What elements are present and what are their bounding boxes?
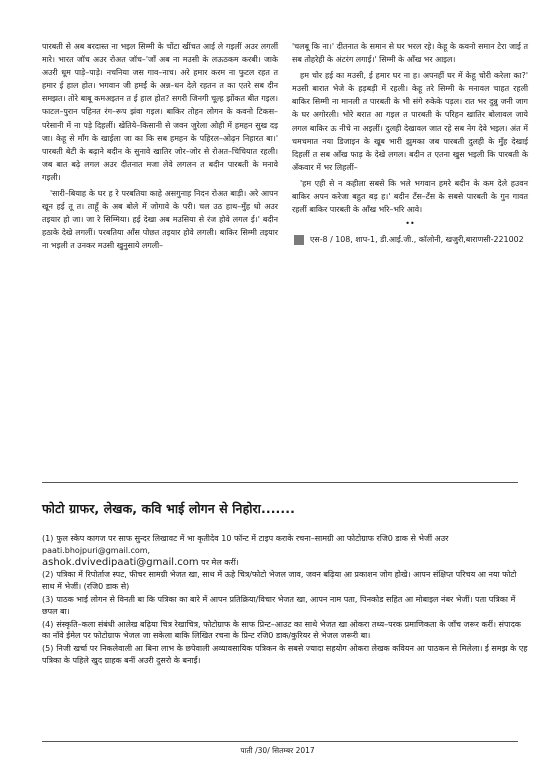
- paragraph: हम चोर हई का मउसी, ई हमार घर ना ह। अपनहीं घर में केहू चोरी करेला का?' मउसी बारात भेजे के हड़बड़ी में रहली। केहू तरे सिम्मी के मनावल चाहत रहली बाकिर सिम्मी ना मानली त पारबती के भी संगे रुकेके पड़ल। रात भर दुन्नु जनी जाग के घर अगोरली। भोरे बरात आ गइल त पारबती के परिहन खातिर बोलावल जाये लगल बाकिर ऊ नीचे ना अइलीं। दुलही देखावल जात रहे सब नेग देवे भइल। अंत में चमचमात नया डिजाइन के खूब भारी झुमका जब पारबती दुलही के मुँह देखाई दिहलीं त सब आँख फाड़ के देखे लगल। बदीन त एतना खुस भइली कि पारबती के अँकवार में भर लिहलीं–: [292, 71, 528, 172]
- paragraph: पारबती से अब बरदास्त ना भइल सिम्मी के चोंटा खींचत आई ले गइलीं अउर लगलीं मारे। भारत जॉच अउर रोअत जॉच–'जाँ अब ना मउसी के लऊठकम करबी। जाके अउरी धूम पाड़े–पाड़े। नचनिया जस गाव–नाच। अरे हमार करम ना फुटल रहत त हमार ई हाल होत। भगवान जी हमर्ई के अन्न–धन देले रहतन त का एतरे सब दीन समझत। तोरे बाबू कमअइतन त ई हाल होत? सगरी जिनगी चूल्ह झोंकत बीत गइल। फाटल–पुरान पहिनत रंग–रूप झंवा गइल। बाकिर तोहन लोगन के कवनो टिकस–परेसानी में ना पड़े दिहलीं। खेतिये–किसानी से जवन जुरेला ओही में हमहन सुख दइ जा। केहू से माँग के खाईला जा का कि सब हमहन के पहिरल–ओढ़न निहारत बा।' पारबती बेटी के बढ़ाने बदीन के सुनावे खातिर जोर–जोर से रोअत–चिचियात रहली।जब बात बढ़े लगल अउर दीतनात मजा लेवे लगलन त बदीन पारबती के मनावे गइली।: [42, 42, 278, 182]
- notice-title: फोटो ग्राफर, लेखक, कवि भाई लोगन से निहोरा.......: [42, 501, 295, 516]
- notice-item: [42, 643, 528, 667]
- notice-item-text: फुल स्केप कागज पर साफ सुन्दर लिखावट में भा कृतीदेव 10 फॉन्ट में टाइप कराके रचना–सामग्री आ फोटोग्राफ रजि0 डाक से भेजीं अउर paati.bhojpuri@gmail.com,: [42, 534, 449, 555]
- footer-divider: [42, 741, 518, 742]
- paragraph: 'हम एही से न कहीला सबसे कि भले भगवान हमरे बदीन के कम देले हउवन बाकिर अपन करेजा बहुत बड़ ह।' बदीन टँस–टँस के सबसे पारबती के गुन गावत रहलीं बाकिर पारबती के आँख भरि–भरि आवे।: [292, 178, 528, 215]
- address-text: एस-8 / 108, शाप-1, डी.आई.जी., कॉलोनी, खजुरी,बाराणसी-221002: [310, 235, 524, 245]
- paragraph: 'सारी–बियाह के घर ह रे परबतिया काहे असगुनाह निदन रोअत बाड़ी। अरे आपन खून हई तू त। ताहूँ के अब बोले में जोगावे के परी। चल उठ हाथ–मुँह धो अउर तइयार हो जा। जा रे सिम्मिया। हई देखा अब मउसिया से रंज होवे लगल ई।' बदीन हठाके देखे लगलीं। परबतिया आँस पोछत तइयार होवे लगली। बाकिर सिम्मी तइयार ना भइली त उनकर मउसी खुनुसाये लगली–: [42, 189, 278, 251]
- article-left-column: [42, 40, 278, 256]
- ornament-separator: ••: [405, 219, 415, 229]
- notice-item-text: पाठक भाई लोगन से विनती बा कि पत्रिका का बारे में आपन प्रतिक्रिया/विचार भेजत खा, आपन नाम पता, पिनकोड सहित आ मोबाइल नंबर भेजीं। पता पत्रिका में छपल बा।: [42, 594, 516, 616]
- notice-list: [42, 533, 528, 667]
- notice-item-number: (1): [42, 534, 54, 543]
- notice-item-text: पत्रिका में रिपोर्ताज स्पट, फीचर सामग्री भेजत खा, साथ में ऊहे चित्र/फोटो भेजल जाव, जवन बढ़िया आ प्रकाशन जोग होखे। आपन संक्षिप्त परिचय आ नया फोटो साथ में भेजीं। (रजि0 डाक से): [42, 570, 517, 592]
- notice-item: [42, 594, 528, 618]
- page-footer: पाती /30/ सितम्बर 2017: [240, 746, 315, 755]
- notice-item-number: (4): [42, 619, 54, 629]
- notice-item-number: (2): [42, 570, 54, 580]
- paragraph: 'चलबू कि ना।' दीतनात के समान से घर भरल रहे। केहू के कवनो समान टेरा जाई त सब तोहरेही के अंटरंग लगाई।' सिम्मी के आँख भर आइल।: [292, 42, 528, 65]
- article-right-column: [292, 40, 528, 256]
- section-divider: [42, 482, 518, 483]
- contributor-notice: [42, 500, 528, 668]
- author-address: [292, 233, 528, 246]
- email-link[interactable]: ashok.dvivedipaati@gmail.com: [42, 556, 199, 568]
- address-bullet-icon: [294, 235, 304, 245]
- notice-item-number: (3): [42, 594, 54, 604]
- notice-item-number: (5): [42, 644, 54, 654]
- notice-item-text: निजी खर्चा पर निकलेवाली आ बिना लाभ के छपेवाली अव्यावसायिक पत्रिकन के सबसे ज्यादा सहयोग ओकरा लेखक कवियन आ पाठकन से मिलेला। ई समझ के एह पत्रिका के पहिले खुद ग्राहक बनीं अउरी दुसरो के बनाईं।: [42, 644, 528, 665]
- notice-item-suffix: पर मेल करीं।: [201, 557, 239, 567]
- article-columns: [42, 40, 528, 256]
- notice-item: [42, 619, 528, 643]
- notice-item: [42, 533, 528, 568]
- notice-item-text: संस्कृति–कला संबंधी आलेख बढ़िया चित्र रेखाचित्र, फोटोग्राफ के साफ प्रिन्ट–आउट का साथे भेजत खा ओकरा तथ्य–परक प्रमाणिकता के जाँच जरूर करीं। संपादक का नाँवे ईमेल पर फोटोग्राफ भेजल जा सकेला बाकि लिखित रचना के प्रिन्ट रजि0 डाक/कुरियर से भेजल जरूरी बा।: [42, 619, 521, 641]
- notice-item: [42, 569, 528, 593]
